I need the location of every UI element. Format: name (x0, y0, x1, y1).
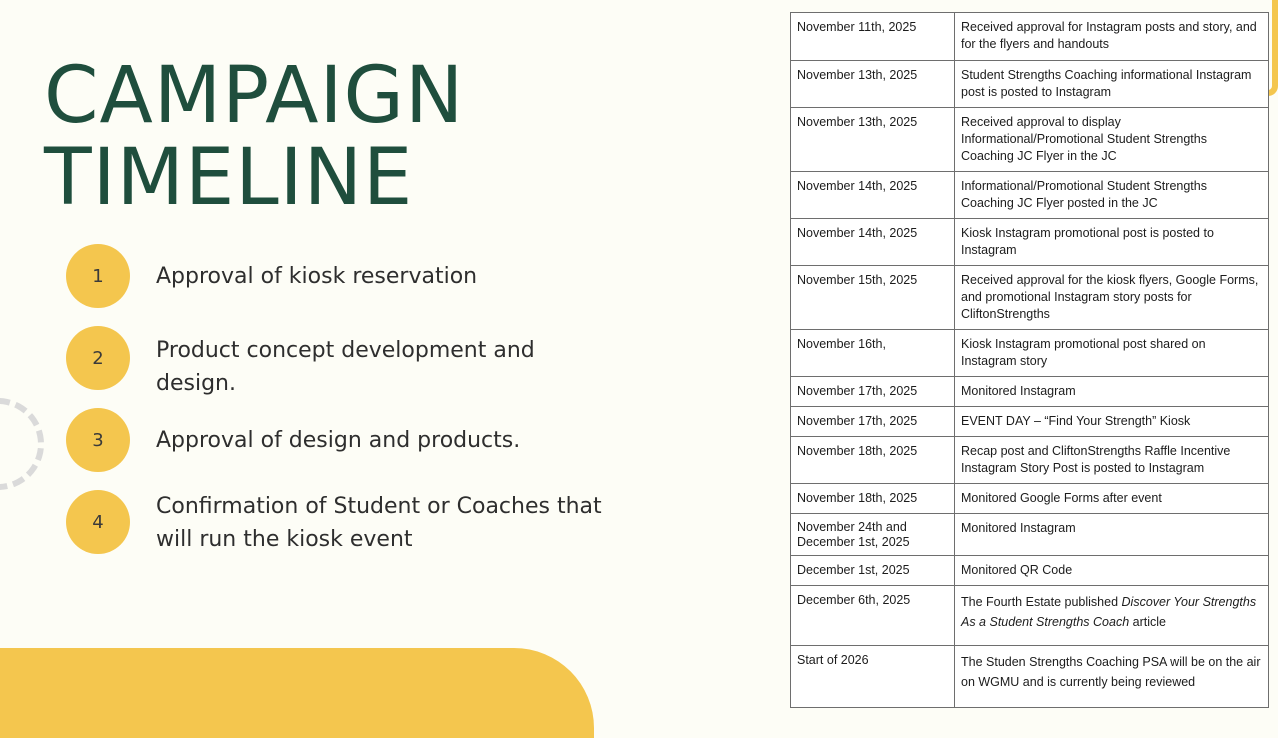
event-cell (955, 586, 1269, 646)
step-text: Approval of design and products. (156, 428, 521, 453)
date-cell: November 18th, 2025 (791, 484, 955, 514)
decorative-dashed-circle (0, 398, 44, 490)
event-text: article (1129, 615, 1166, 629)
table-row (791, 13, 1269, 61)
date-cell: November 16th, (791, 330, 955, 377)
step-text: Product concept development and design. (156, 338, 535, 396)
event-cell: Monitored QR Code (955, 556, 1269, 586)
event-text: The Fourth Estate published (961, 595, 1122, 609)
table-row (791, 172, 1269, 219)
date-cell: November 17th, 2025 (791, 407, 955, 437)
page-title-line-2: TIMELINE (44, 133, 414, 223)
page-title (44, 51, 465, 223)
date-cell: November 13th, 2025 (791, 108, 955, 172)
date-cell: November 13th, 2025 (791, 61, 955, 108)
decorative-bottom-shape (0, 648, 594, 738)
step-text: Approval of kiosk reservation (156, 264, 478, 289)
table-row (791, 61, 1269, 108)
event-cell: Kiosk Instagram promotional post shared on Instagram story (955, 330, 1269, 377)
date-cell: December 6th, 2025 (791, 586, 955, 646)
event-cell: Kiosk Instagram promotional post is posted to Instagram (955, 219, 1269, 266)
page-title-line-1: CAMPAIGN (44, 51, 465, 141)
event-cell: Received approval for the kiosk flyers, Google Forms, and promotional Instagram story posts for CliftonStrengths (955, 266, 1269, 330)
table-row (791, 586, 1269, 646)
event-cell: Monitored Google Forms after event (955, 484, 1269, 514)
date-cell: November 24th and December 1st, 2025 (791, 514, 955, 556)
event-cell: The Studen Strengths Coaching PSA will be on the air on WGMU and is currently being reviewed (955, 646, 1269, 708)
article-title: Discover Your Strengths As a Student Strengths Coach (961, 595, 1257, 629)
table-row (791, 266, 1269, 330)
date-cell: November 14th, 2025 (791, 219, 955, 266)
event-cell: Student Strengths Coaching informational Instagram post is posted to Instagram (955, 61, 1269, 108)
event-cell: Received approval to display Informational/Promotional Student Strengths Coaching JC Flyer in the JC (955, 108, 1269, 172)
step-number-badge: 3 (66, 408, 130, 472)
table-row (791, 407, 1269, 437)
date-cell: December 1st, 2025 (791, 556, 955, 586)
event-cell: Recap post and CliftonStrengths Raffle Incentive Instagram Story Post is posted to Instagram (955, 437, 1269, 484)
table-row (791, 330, 1269, 377)
table-row (791, 219, 1269, 266)
event-cell: Monitored Instagram (955, 377, 1269, 407)
table-row (791, 377, 1269, 407)
event-cell: EVENT DAY – “Find Your Strength” Kiosk (955, 407, 1269, 437)
date-cell: November 15th, 2025 (791, 266, 955, 330)
event-cell: Monitored Instagram (955, 514, 1269, 556)
date-cell: November 11th, 2025 (791, 13, 955, 61)
table-row (791, 514, 1269, 556)
table-row (791, 437, 1269, 484)
timeline-table (790, 12, 1269, 708)
date-cell: November 14th, 2025 (791, 172, 955, 219)
table-row (791, 108, 1269, 172)
event-cell: Informational/Promotional Student Strengths Coaching JC Flyer posted in the JC (955, 172, 1269, 219)
table-row (791, 556, 1269, 586)
date-cell: Start of 2026 (791, 646, 955, 708)
step-number-badge: 1 (66, 244, 130, 308)
date-cell: November 17th, 2025 (791, 377, 955, 407)
table-row (791, 484, 1269, 514)
step-number-badge: 4 (66, 490, 130, 554)
table-row (791, 646, 1269, 708)
step-number-badge: 2 (66, 326, 130, 390)
step-text: Confirmation of Student or Coaches that will run the kiosk event (156, 494, 602, 552)
event-cell: Received approval for Instagram posts and story, and for the flyers and handouts (955, 13, 1269, 61)
date-cell: November 18th, 2025 (791, 437, 955, 484)
